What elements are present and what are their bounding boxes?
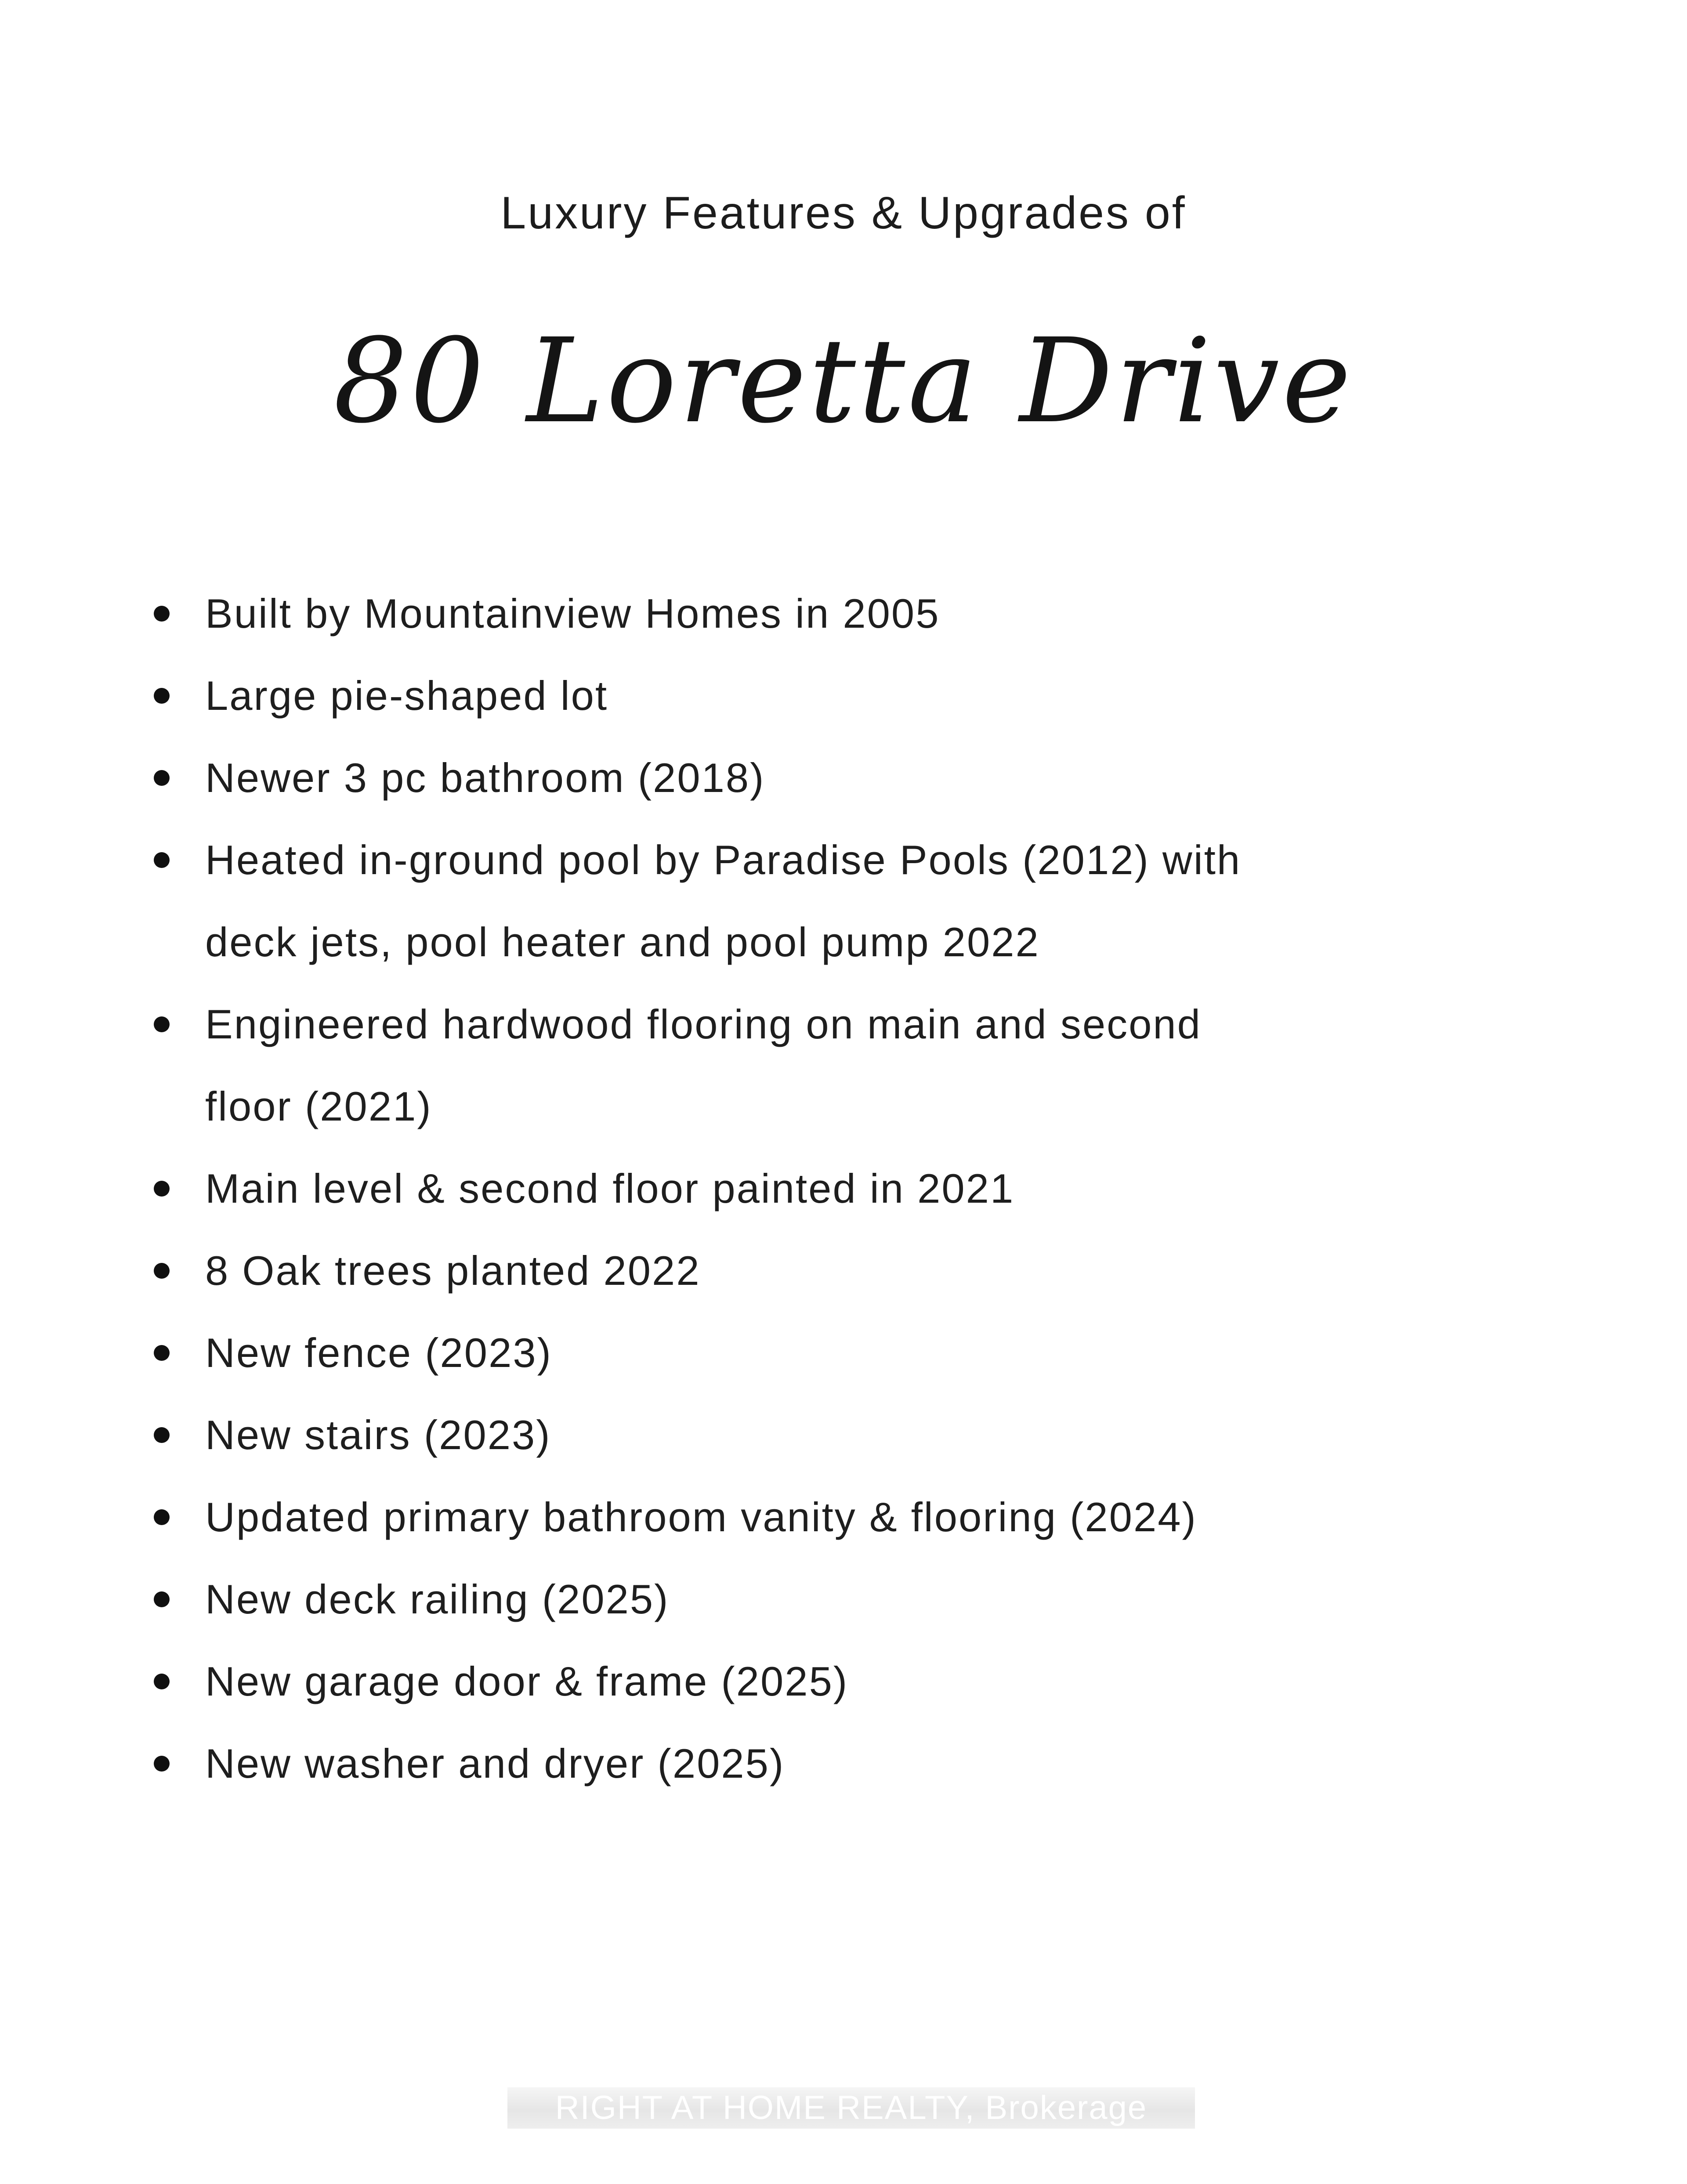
feature-item: [0, 1229, 1582, 1312]
bullet-icon: [154, 852, 170, 868]
feature-line: Heated in-ground pool by Paradise Pools (2012) with: [205, 837, 1242, 883]
bullet-icon: [154, 770, 170, 786]
feature-line: New fence (2023): [205, 1330, 552, 1376]
feature-item: [0, 819, 1582, 983]
features-list: [0, 572, 1687, 1804]
bullet-icon: [154, 1263, 170, 1279]
feature-item: [0, 1722, 1582, 1804]
bullet-icon: [154, 1427, 170, 1443]
feature-line: Large pie-shaped lot: [205, 673, 608, 719]
feature-item: [0, 737, 1582, 819]
bullet-icon: [154, 1591, 170, 1607]
feature-line: New stairs (2023): [205, 1412, 551, 1458]
feature-item: [0, 654, 1582, 737]
feature-item: [0, 983, 1582, 1147]
feature-line: Updated primary bathroom vanity & flooring (2024): [205, 1494, 1197, 1540]
feature-item: [0, 1640, 1582, 1722]
bullet-icon: [154, 1016, 170, 1032]
feature-item: [0, 572, 1582, 654]
page-title: Luxury Features & Upgrades of: [500, 188, 1187, 239]
feature-line: New washer and dryer (2025): [205, 1740, 785, 1786]
feature-line: floor (2021): [205, 1083, 432, 1129]
feature-item: [0, 1394, 1582, 1476]
bullet-icon: [154, 688, 170, 704]
feature-line: Newer 3 pc bathroom (2018): [205, 755, 765, 801]
feature-item: [0, 1558, 1582, 1640]
feature-item: [0, 1312, 1582, 1394]
feature-line: deck jets, pool heater and pool pump 2022: [205, 919, 1040, 965]
bullet-icon: [154, 606, 170, 622]
brokerage-watermark: RIGHT AT HOME REALTY, Brokerage: [507, 2087, 1195, 2129]
bullet-icon: [154, 1345, 170, 1361]
feature-item: [0, 1147, 1582, 1229]
feature-item: [0, 1476, 1582, 1558]
feature-line: New deck railing (2025): [205, 1576, 670, 1622]
feature-line: Built by Mountainview Homes in 2005: [205, 590, 940, 636]
feature-line: Main level & second floor painted in 2021: [205, 1165, 1015, 1211]
bullet-icon: [154, 1674, 170, 1689]
feature-line: New garage door & frame (2025): [205, 1658, 849, 1704]
bullet-icon: [154, 1181, 170, 1197]
feature-line: 8 Oak trees planted 2022: [205, 1247, 701, 1294]
feature-line: Engineered hardwood flooring on main and second: [205, 1001, 1202, 1047]
bullet-icon: [154, 1509, 170, 1525]
bullet-icon: [154, 1756, 170, 1772]
property-address: 80 Loretta Drive: [333, 314, 1354, 449]
